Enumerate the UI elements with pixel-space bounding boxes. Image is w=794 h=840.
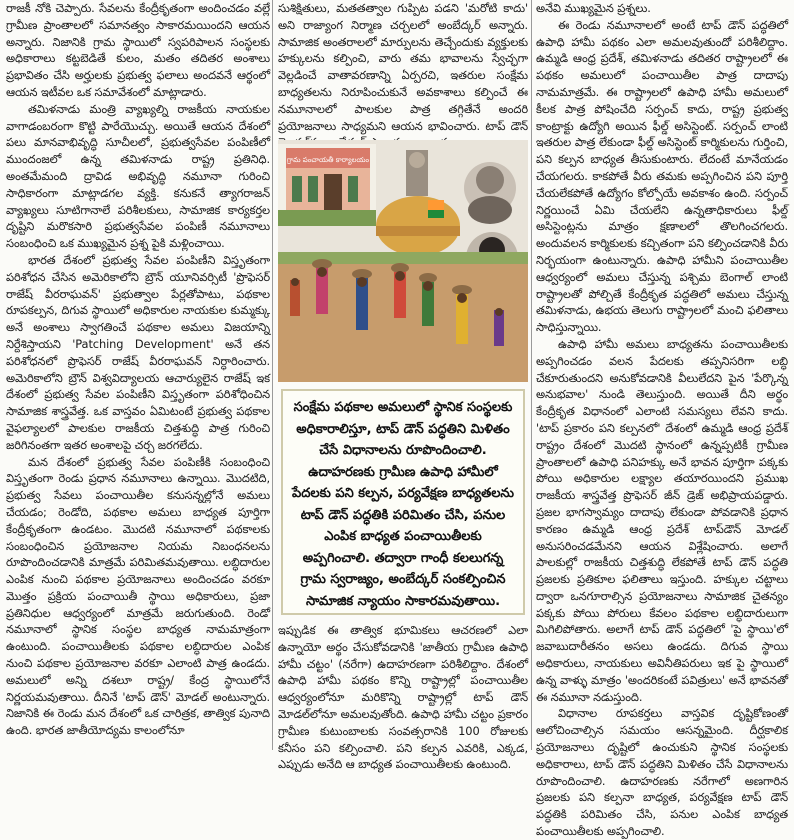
article-column-right bbox=[536, 0, 788, 839]
paragraph: ఇప్పుడిక ఈ తాత్విక భూమికలు ఆచరణలో ఎలా ఉన్నాయో అర్థం చేసుకోవడానికి 'జాతీయ గ్రామీణ ఉపాధి హామీ చట్టం' (నరేగా) ఉదాహరణగా పరిశీలిద్దాం. దేశంలో ఉపాధి హామీ పథకం కొన్ని రాష్ట్రాల్లో పంచాయితీల ఆధ్వర్యంలోనూ మరికొన్ని రాష్ట్రాల్లో టాప్ డౌన్ మోడల్‌లోనూ అమలవుతోంది. ఉపాధి హామీ చట్టం ప్రకారం గ్రామీణ కుటుంబాలకు సంవత్సరానికి 100 రోజులకు కనీసం పని కల్పించాలి. పని కల్పన ఎవరికి, ఎక్కడ, ఎప్పుడు అనేది ఆ బాధ్యత పంచాయితీలకు ఉంటుంది. bbox=[278, 623, 528, 772]
column-divider bbox=[531, 0, 532, 750]
article-photo bbox=[278, 140, 528, 382]
paragraph: రాజకీ నోకి చెప్పారు. సేవలను కేంద్రీకృతంగా అందించడం వల్లే గ్రామీణ ప్రాంతాలలో సమానత్వం సాకారమయిందని ఆయన అన్నారు. నిజానికి గ్రామ స్థాయిలో స్వపరిపాలన సంస్థలకు అధికారాలు కట్టబెడితే కులం, మతం తదితర అంశాలు ప్రభావితం చేసి అర్హులకు ప్రభుత్వ ఫలాలు అందవనే ఆర్థంలో ఆయన ఇటీవల ఒక సమావేశంలో మాట్లాడారు. bbox=[6, 1, 270, 99]
photo-collage bbox=[278, 140, 528, 382]
paragraph: ఈ రెండు నమూనాలలో అంటే టాప్ డౌన్ పద్ధతిలో ఉపాధి హామీ పథకం ఎలా అమలవుతుందో పరిశీలిద్దాం. ఉమ్మడి ఆంధ్ర ప్రదేశ్, తమిళనాడు తదితర రాష్ట్రాలలో ఈ పథకం అమలులో పంచాయితీల పాత్ర దాదాపు నామమాత్రమే. ఈ రాష్ట్రాలలో ఉపాధి హామీ అమలులో కీలక పాత్ర పోషించేది సర్పంచ్ కాదు, రాష్ట్ర ప్రభుత్వ కాంట్రాక్టు ఉద్యోగి అయిన ఫీల్డ్ అసిస్టెంట్. సర్పంచ్ లాంటి ఇతరుల పాత్ర లేకుండా ఫీల్డ్ అసిస్టెంట్ కార్మికులను గుర్తించి, పని కల్పన బాధ్యత తీసుకుంటారు. లేదంటే మానేయడం చేయగలరు. కాకపోతే వీరు తమకు అప్పగించిన పని పూర్తి చేయలేకపోతే ఉద్యోగం కోల్పోయే అవకాశం ఉంది. సర్పంచ్ నిర్ణయించే ఏమి చేయలేని ఉన్నతాధికారులు ఫీల్డ్ అసిస్టెంట్లను మాత్రం క్షణాలలో తొలగించగలరు. అందువలన కార్మికులకు కచ్చితంగా పని కల్పించడానికి వీరు నిర్భయంగా ఉంటున్నారు. ఉపాధి హామీని పంచాయితీల ఆధ్వర్యంలో అమలు చేస్తున్న పశ్చిమ బెంగాల్ లాంటి రాష్ట్రాలతో పోల్చితే కేంద్రీకృత పద్ధతిలో అమలు చేస్తున్న తమిళనాడు, ఉభయ తెలుగు రాష్ట్రాలలో మంచి ఫలితాలు సాధిస్తున్నాయి. bbox=[536, 17, 788, 335]
middle-top-text bbox=[278, 0, 528, 151]
paragraph: విధానాల రూపకర్తలు వాస్తవిక దృష్టికోణంతో ఆలోచించాల్సిన సమయం ఆసన్నమైంది. దీర్ఘకాలిక ప్రయోజనాలు దృష్టిలో ఉంచుకుని స్థానిక సంస్థలకు అధికారాలు, టాప్ డౌన్ పద్ధతిని మిళితం చేసే విధానాలను రూపొందించాలి. ఉదాహరణకు నరేగాలో అణగారిన ప్రజలకు పని కల్పనా బాధ్యత, పర్యవేక్షణ టాప్ డౌన్ పద్ధతికి పరిమితం చేసి, పనుల ఎంపిక బాధ్యత పంచాయితీలకు అప్పగించాలి. bbox=[536, 706, 788, 839]
paragraph: అనేవి ముఖ్యమైన ప్రశ్నలు. bbox=[536, 1, 651, 15]
paragraph: ఉపాధి హామీ అమలు బాధ్యతను పంచాయితీలకు అప్పగించడం వలన పేదలకు తప్పనిసరిగా లబ్ధి చేకూరుతుందని అనుకోవడానికి వీలులేదని పైన 'పేర్కొన్న అనుభవాల' నుండి తెలుస్తుంది. అయితే దీని అర్థం కేంద్రీకృత విధానంలో ఎలాంటి సమస్యలు లేవని కాదు. 'టాప్ ప్రకారం పని కల్పనలో' దేశంలో ఉమ్మడి ఆంధ్ర ప్రదేశ్ రాష్ట్రం దేశంలో మొదటి స్థానంలో ఉన్నప్పటికీ గ్రామీణ ప్రాంతాలలో ఉపాధి పనిహక్కు అనే భావన పూర్తిగా పక్కకు పోయి అధికారుల లక్ష్యాల తయారయిందని ప్రముఖ రాజకీయ శాస్త్రవేత్త ప్రొఫెసర్ జీన్ డ్రెజ్ అభిప్రాయపడ్డారు. ప్రజల భాగస్వామ్యం దాదాపు లేకుండా పోవడానికి ప్రధాన కారణం ఉమ్మడి ఆంధ్ర ప్రదేశ్ టాప్‌డౌన్ మోడల్ అనుసరించడమేనని ఆయన విశ్లేషించారు. అలాగే పాలకుల్లో రాజకీయ చిత్తశుద్ధి లేకపోతే టాప్ డౌన్ పద్ధతి ప్రజలకు ప్రతికూల ఫలితాలు ఇస్తుంది. హక్కుల చట్టాలు ద్వారా ఒనగూరాల్సిన ప్రయోజనాలు సామాజిక చైతన్యం పక్కకు పోయి పోరులు కేవలం పథకాల లబ్ధిదారులుగా మిగిలిపోతారు. అలాగే టాప్ డౌన్ పద్ధతిలో 'పై స్థాయి'లో జవాబుదారీతనం అసలు ఉండదు. దిగువ స్థాయి అధికారులు, నాయకులు అవినీతిపరులు ఇక పై స్థాయిలో ఉన్న వాళ్ళు మాత్రం 'అందరికంటే పవిత్రులు' అనే భావనతో ఈ నమూనా నడుస్తుంది. bbox=[536, 336, 788, 704]
pull-quote-box bbox=[281, 389, 525, 615]
paragraph: సుశిక్షితులు, మతతత్వాల గుప్పిట పడని 'మరోటి కాదు' అని రాజ్యాంగ నిర్మాణ చర్చలలో అంబేద్కర్ అన్నారు. సామాజిక అంతరాలలో మార్పులను తెచ్చేందుకు వ్యక్తులకు హక్కులను కల్పించి, వారు తమ భావాలను స్వేచ్ఛగా వెల్లడించే వాతావరణాన్ని ఏర్పరచి, ఇతరుల సంక్షేమ బాధ్యతలను నిరూపించుకునే అవకాశాలు కల్పించే ఈ నమూనాలలో పాలకుల పాత్ర తగ్గితేనే అందరి ప్రయోజనాలు సాధ్యమని ఆయన భావించారు. టాప్ డౌన్ bbox=[278, 1, 528, 133]
paragraph: మన దేశంలో ప్రభుత్వ సేవల పంపిణీకి సంబంధించి విస్తృతంగా రెండు ప్రధాన నమూనాలు ఉన్నాయి. మొదటిది, ప్రభుత్వ సేవలు పంచాయితీల కనుసన్నల్లోనే అమలు చేయడం; రెండోది, పథకాల అమలు బాధ్యత పూర్తిగా కేంద్రీకృతంగా ఉండటం. మొదటి నమూనాలో పథకాలకు సంబంధించిన ప్రయోజనాల నియమ నిబంధనలను రూపొందించడానికి మాత్రమే పరిమితమవుతాయి. లబ్ధిదారుల ఎంపిక నుంచి పథకాల ప్రయోజనాలు అందించడం వరకూ మొత్తం ప్రక్రియ పంచాయితీ స్థాయి అధికారులు, ప్రజా ప్రతినిధుల ఆధ్వర్యంలో మాత్రమే జరుగుతుంది. రెండో నమూనాలో స్థానిక సంస్థల బాధ్యత నామమాత్రంగా ఉంటుంది. పంచాయితీలకు పథకాల లబ్ధిదారుల ఎంపిక నుంచి పథకాల ప్రయోజనాల వరకూ ఎలాంటి పాత్ర ఉండదు. అమలులో అన్ని దశలూ రాష్ట్ర/ కేంద్ర స్థాయిలోనే నిర్ణయమవుతాయి. దీనినే 'టాప్ డౌన్' మోడల్ అంటున్నారు. నిజానికి ఈ రెండు మన దేశంలో ఒక చారిత్రక, తాత్విక పునాది ఉంది. భారత జాతీయోద్యమ కాలంలోనూ bbox=[6, 454, 270, 738]
paragraph: భారత దేశంలో ప్రభుత్వ సేవల పంపిణీని విస్తృతంగా పరిశోధన చేసిన అమెరికాలోని బ్రౌన్ యూనివర్సిటీ 'ప్రొఫెసర్ రాజేష్ వీరరాఘవన్' ప్రభుత్వాల పేర్లతోపాటు, పథకాల రూపకల్పన, దిగువ స్థాయిలో అధికారుల నాయకుల కుమ్మక్కు అనే అంశాలు స్వాగతించే పథకాల అమలు విజయాన్ని నిర్దేశిస్తాయని 'Patching Development' అనే తన పరిశోధనలో ప్రొఫెసర్ రాజేష్ వీరరాఘవన్ నిర్ధారించారు. అమెరికాలోని బ్రౌన్ విశ్వవిద్యాలయ ఆచార్యులైన రాజేష్ ఇక దేశంలో ప్రభుత్వ సేవల పంపిణీని విస్తృతంగా పరిశోధించిన సామాజిక శాస్త్రవేత్త. ఒక వాస్తవం ఏమిటంటే ప్రభుత్వ పథకాల వైఫల్యాలలో పాలకుల రాజకీయ చిత్తశుద్ధి పాత్ర గురించి జరిగినంతగా ఇతర అంశాలపై చర్చ జరగలేదు. bbox=[6, 252, 270, 452]
paragraph: తమిళనాడు మంత్రి వ్యాఖ్యల్ని రాజకీయ నాయకుల వాగాడంబరంగా కొట్టి పారేయొచ్చు. అయితే ఆయన దేశంలో పలు మానవాభివృద్ధి సూచీలలో, ప్రభుత్వసేవల పంపిణీలో ముందంజలో ఉన్న తమిళనాడు రాష్ట్ర ప్రతినిధి. అంతమేమంది ద్రావిడ అభివృద్ధి నమూనా గురించి సాధికారంగా మాట్లాడగల వ్యక్తి. కనుకనే త్యాగరాజన్ వ్యాఖ్యలు సూటిగానాలే పరిశీలకులు, సామాజిక కార్యకర్తల దృష్టిని మరొకసారి ప్రభుత్వసేవల పంపిణీ నమూనాలు సంబంధించి ఒక ముఖ్యమైన ప్రశ్న పైకి మళ్లించాయి. bbox=[6, 101, 270, 251]
middle-bottom-text bbox=[278, 622, 528, 773]
article-column-left bbox=[6, 0, 270, 750]
column-divider bbox=[272, 0, 273, 750]
pull-quote-text: సంక్షేమ పథకాల అమలులో స్థానిక సంస్థలకు అధికారాలిస్తూ, టాప్ డౌన్ పద్ధతిని మిళితం చేసే విధానాలను రూపొందించాలి. ఉదాహరణకు గ్రామీణ ఉపాధి హామీలో పేదలకు పని కల్పన, పర్యవేక్షణ బాధ్యతలను టాప్ డౌన్ పద్ధతికి పరిమితం చేసి, పనుల ఎంపిక బాధ్యత పంచాయితీలకు అప్పగించాలి. తద్వారా గాంధీ కలలుగన్న గ్రామ స్వరాజ్యం, అంబేద్కర్ సంకల్పించిన సామాజిక న్యాయం సాకారమవుతాయి. bbox=[291, 400, 515, 609]
sign-text: గ్రామ పంచాయతీ కార్యాలయం bbox=[286, 156, 370, 164]
